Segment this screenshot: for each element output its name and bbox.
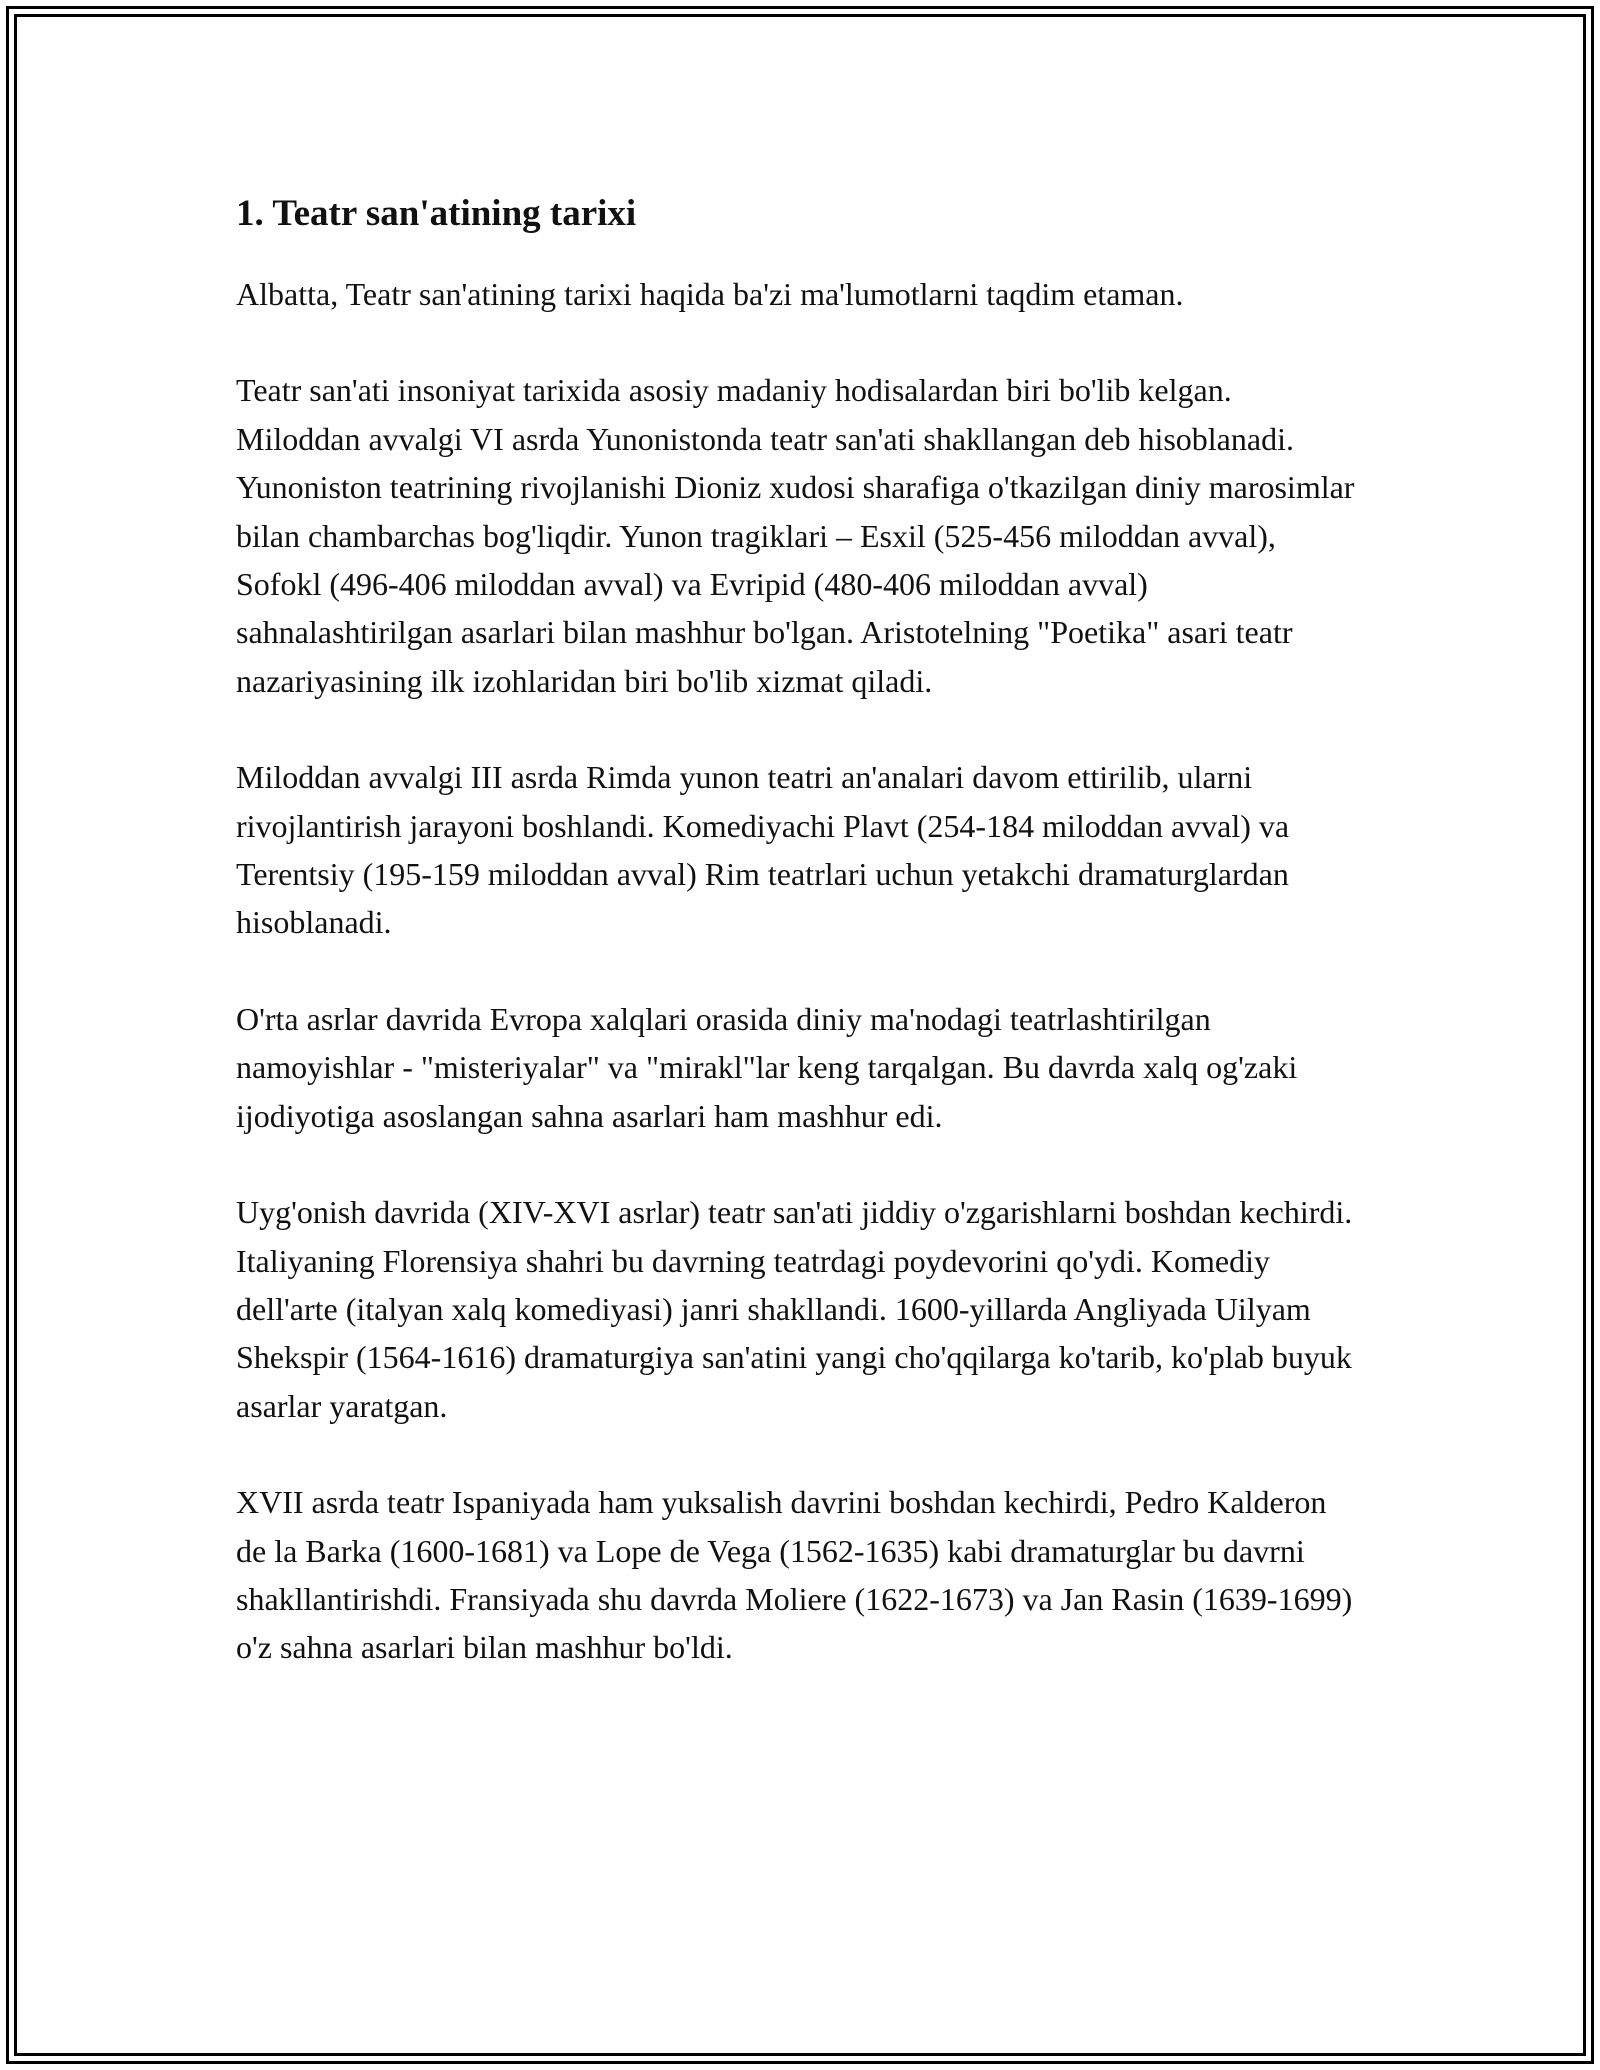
paragraph-middle-ages: O'rta asrlar davrida Evropa xalqlari orasida diniy ma'nodagi teatrlashtirilgan namoyishlar - "misteriyalar" va "mirakl"lar keng tarqalgan. Bu davrda xalq og'zaki ijodiyotiga asoslangan sahna asarlari ham mashhur edi. (236, 1000, 1298, 1134)
paragraph-greek-theatre: Teatr san'ati insoniyat tarixida asosiy madaniy hodisalardan biri bo'lib kelgan. Miloddan avvalgi VI asrda Yunonistonda teatr san'ati shakllangan deb hisoblanadi. Yunoniston teatrining rivojlanishi Dioniz xudosi sharafiga o'tkazilgan diniy marosimlar bilan chambarchas bog'liqdir. Yunon tragiklari – Esxil (525-456 miloddan avval), Sofokl (496-406 miloddan avval) va Evripid (480-406 miloddan avval) sahnalashtirilgan asarlari bilan mashhur bo'lgan. Aristotelning "Poetika" asari teatr nazariyasining ilk izohlaridan biri bo'lib xizmat qiladi. (236, 372, 1355, 699)
section-heading: 1. Teatr san'atining tarixi (236, 193, 637, 234)
document-body (236, 188, 1364, 1720)
paragraph-roman-theatre: Miloddan avvalgi III asrda Rimda yunon teatri an'analari davom ettirilib, ularni rivojlantirish jarayoni boshlandi. Komediyachi Plavt (254-184 miloddan avval) va Terentsiy (195-159 miloddan avval) Rim teatrlari uchun yetakchi dramaturglardan hisoblanadi. (236, 759, 1290, 941)
paragraph-renaissance: Uyg'onish davrida (XIV-XVI asrlar) teatr san'ati jiddiy o'zgarishlarni boshdan kechirdi. Italiyaning Florensiya shahri bu davrning teatrdagi poydevorini qo'ydi. Komediy dell'arte (italyan xalq komediyasi) janri shakllandi. 1600-yillarda Angliyada Uilyam Shekspir (1564-1616) dramaturgiya san'atini yangi cho'qqilarga ko'tarib, ko'plab buyuk asarlar yaratgan. (236, 1194, 1353, 1424)
paragraph-seventeenth-century: XVII asrda teatr Ispaniyada ham yuksalish davrini boshdan kechirdi, Pedro Kalderon de la Barka (1600-1681) va Lope de Vega (1562-1635) kabi dramaturglar bu davrni shakllantirishdi. Fransiyada shu davrda Moliere (1622-1673) va Jan Rasin (1639-1699) o'z sahna asarlari bilan mashhur bo'ldi. (236, 1484, 1353, 1666)
paragraph-intro: Albatta, Teatr san'atining tarixi haqida ba'zi ma'lumotlarni taqdim etaman. (236, 276, 1184, 312)
